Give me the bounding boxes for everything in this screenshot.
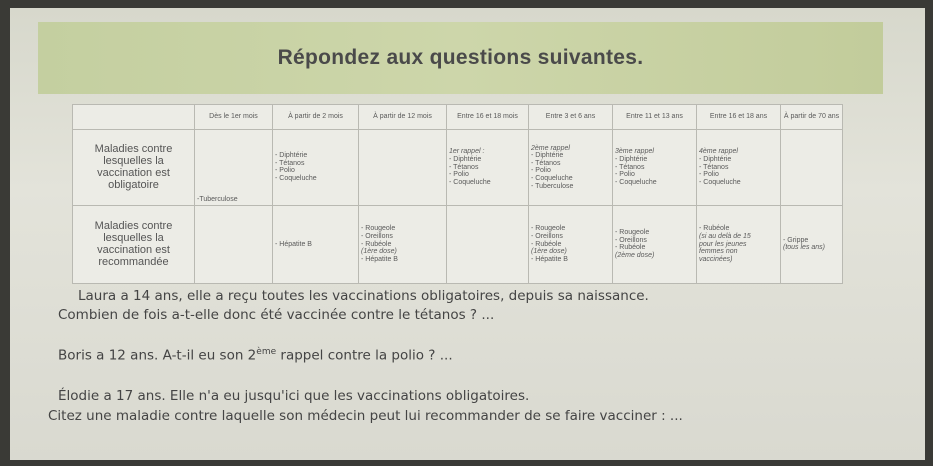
- cell-line: femmes non: [699, 248, 738, 256]
- question-maladie: Citez une maladie contre laquelle son médecin peut lui recommander de se faire vacciner : ...: [48, 408, 683, 424]
- slide-title: Répondez aux questions suivantes.: [277, 46, 644, 69]
- table-cell: [529, 130, 613, 206]
- cell-line: - Polio: [699, 171, 719, 179]
- column-header: Entre 16 et 18 ans: [697, 105, 781, 130]
- cell-line: - Oreillons: [615, 236, 647, 244]
- cell-line: 3ème rappel: [615, 148, 654, 156]
- table-cell: [613, 130, 697, 206]
- cell-line: -Tuberculose: [197, 196, 238, 204]
- column-header: Entre 3 et 6 ans: [529, 105, 613, 130]
- cell-line: (tous les ans): [783, 244, 826, 252]
- question-laura: Laura a 14 ans, elle a reçu toutes les vaccinations obligatoires, depuis sa naissance.: [78, 288, 649, 304]
- column-header: [73, 105, 195, 130]
- cell-line: - Rougeole: [361, 225, 396, 233]
- table-cell: [613, 205, 697, 283]
- question-boris: [58, 347, 453, 364]
- cell-line: - Coqueluche: [615, 178, 657, 186]
- table-cell: [195, 130, 273, 206]
- table-cell: [447, 205, 529, 283]
- table-cell: [195, 205, 273, 283]
- cell-line: - Oreillons: [361, 233, 393, 241]
- cell-line: - Tétanos: [275, 159, 305, 167]
- cell-line: - Rubéole: [699, 225, 730, 233]
- cell-line: - Diphtérie: [699, 156, 732, 164]
- table-cell: [529, 205, 613, 283]
- table-cell: [273, 205, 359, 283]
- question-tetanos: Combien de fois a-t-elle donc été vaccinée contre le tétanos ? ...: [58, 307, 495, 323]
- cell-line: - Diphtérie: [275, 152, 308, 160]
- cell-line: - Rubéole: [361, 240, 392, 248]
- cell-line: - Diphtérie: [531, 152, 564, 160]
- question-elodie: Élodie a 17 ans. Elle n'a eu jusqu'ici que les vaccinations obligatoires.: [58, 388, 530, 404]
- cell-line: - Hépatite B: [275, 240, 312, 248]
- table-cell: [359, 130, 447, 206]
- column-header: Entre 11 et 13 ans: [613, 105, 697, 130]
- table-cell: [359, 205, 447, 283]
- cell-line: (1ère dose): [361, 248, 397, 256]
- table-cell: [781, 130, 843, 206]
- cell-line: - Rougeole: [531, 225, 566, 233]
- cell-line: - Polio: [615, 171, 635, 179]
- cell-line: - Hépatite B: [531, 255, 568, 263]
- table-cell: [697, 205, 781, 283]
- column-header: Entre 16 et 18 mois: [447, 105, 529, 130]
- table-cell: [273, 130, 359, 206]
- cell-line: - Tétanos: [531, 159, 561, 167]
- vaccination-table: [72, 104, 843, 284]
- question-boris-sup: ème: [256, 347, 277, 357]
- cell-line: (2ème dose): [615, 252, 655, 260]
- row-header: Maladies contre lesquelles la vaccination est recommandée: [73, 205, 195, 283]
- cell-line: - Oreillons: [531, 233, 563, 241]
- column-header: À partir de 2 mois: [273, 105, 359, 130]
- cell-line: vaccinées): [699, 255, 733, 263]
- column-header: Dès le 1er mois: [195, 105, 273, 130]
- cell-line: - Coqueluche: [699, 178, 741, 186]
- cell-line: (1ère dose): [531, 248, 567, 256]
- cell-line: 1er rappel :: [449, 148, 485, 156]
- table-cell: [781, 205, 843, 283]
- column-header: À partir de 12 mois: [359, 105, 447, 130]
- cell-line: - Rubéole: [615, 244, 646, 252]
- cell-line: pour les jeunes: [699, 240, 747, 248]
- cell-line: - Tétanos: [449, 163, 479, 171]
- cell-line: - Coqueluche: [449, 178, 491, 186]
- table-header-row: [73, 105, 843, 130]
- cell-line: - Grippe: [783, 236, 809, 244]
- cell-line: - Tétanos: [615, 163, 645, 171]
- table-cell: [697, 130, 781, 206]
- table-cell: [447, 130, 529, 206]
- question-boris-post: rappel contre la polio ? ...: [276, 347, 453, 364]
- cell-line: (si au delà de 15: [699, 233, 751, 241]
- cell-line: - Tétanos: [699, 163, 729, 171]
- cell-line: - Diphtérie: [449, 156, 482, 164]
- column-header: À partir de 70 ans: [781, 105, 843, 130]
- cell-line: - Hépatite B: [361, 255, 398, 263]
- table-row: [73, 205, 843, 283]
- cell-line: - Coqueluche: [531, 175, 573, 183]
- cell-line: 2ème rappel: [531, 144, 570, 152]
- cell-line: 4ème rappel: [699, 148, 738, 156]
- row-header: Maladies contre lesquelles la vaccination est obligatoire: [73, 130, 195, 206]
- title-banner: [38, 22, 883, 94]
- cell-line: - Polio: [531, 167, 551, 175]
- cell-line: - Coqueluche: [275, 175, 317, 183]
- cell-line: - Polio: [449, 171, 469, 179]
- cell-line: - Diphtérie: [615, 156, 648, 164]
- cell-line: - Rubéole: [531, 240, 562, 248]
- question-boris-pre: Boris a 12 ans. A-t-il eu son 2: [58, 347, 257, 364]
- cell-line: - Rougeole: [615, 229, 650, 237]
- cell-line: - Polio: [275, 167, 295, 175]
- cell-line: - Tuberculose: [531, 182, 574, 190]
- table-row: [73, 130, 843, 206]
